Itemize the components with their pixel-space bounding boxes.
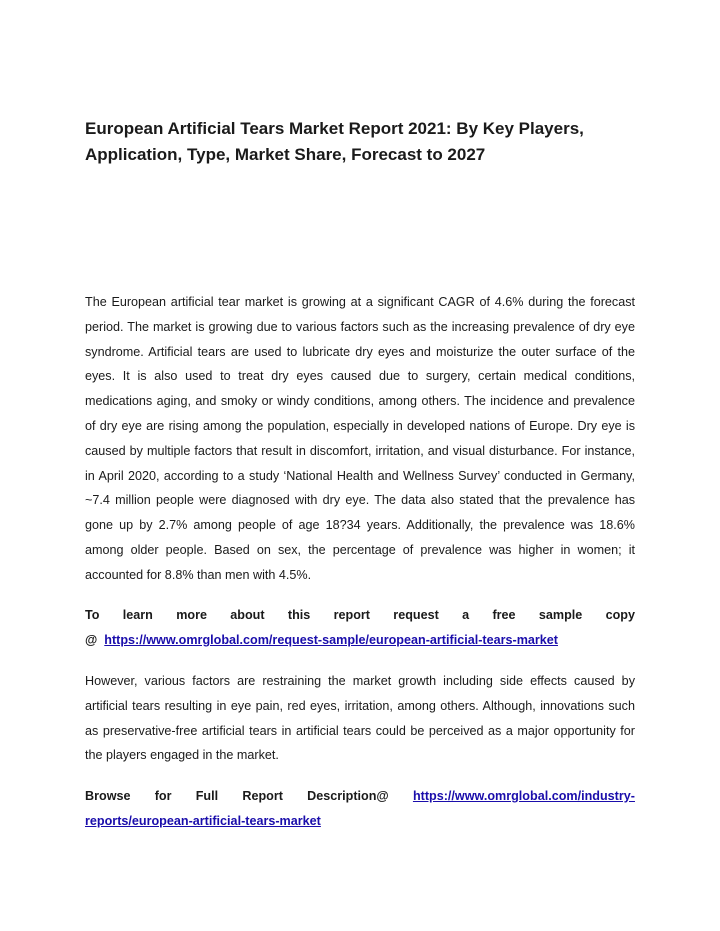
report-description-link[interactable]: https://www.omrglobal.com/industry- xyxy=(412,789,635,803)
cta-word: more xyxy=(176,608,207,622)
cta-word: free xyxy=(492,608,516,622)
cta-word: Browse xyxy=(85,789,131,803)
sample-cta-link-line xyxy=(85,628,635,653)
cta-word: copy xyxy=(605,608,635,622)
browse-cta-line xyxy=(85,784,635,809)
cta-word: To xyxy=(85,608,100,622)
cta-word: learn xyxy=(122,608,153,622)
request-sample-link[interactable]: https://www.omrglobal.com/request-sample/european-artificial-tears-market xyxy=(104,632,558,647)
paragraph-restraints: However, various factors are restraining the market growth including side effects caused by artificial tears resulting in eye pain, red eyes, irritation, among others. Although, innovations such as preservative-free artificial tears in artificial tears could be perceived as a major opportunity for the players engaged in the market. xyxy=(85,674,635,763)
cta-word: about xyxy=(230,608,265,622)
paragraph-market-overview: The European artificial tear market is growing at a significant CAGR of 4.6% during the forecast period. The market is growing due to various factors such as the increasing prevalence of dry eye syndrome. Artificial tears are used to lubricate dry eyes and moisturize the outer surface of the eyes. It is also used to treat dry eyes caused due to surgery, certain medical conditions, medications aging, and smoky or windy conditions, among others. The incidence and prevalence of dry eye are rising among the population, especially in developed nations of Europe. Dry eye is caused by multiple factors that result in discomfort, irritation, and visual disturbance. For instance, in April 2020, according to a study ‘National Health and Wellness Survey’ conducted in Germany, ~7.4 million people were diagnosed with dry eye. The data also stated that the prevalence has gone up by 2.7% among people of age 18?34 years. Additionally, the prevalence was 18.6% among older people. Based on sex, the percentage of prevalence was higher in women; it accounted for 8.8% than men with 4.5%. xyxy=(85,295,635,582)
at-sign: @ xyxy=(85,632,98,647)
sample-cta-line xyxy=(85,603,635,628)
cta-word: this xyxy=(287,608,311,622)
document-title: European Artificial Tears Market Report 2021: By Key Players, Application, Type, Market Share, Forecast to 2027 xyxy=(85,119,584,164)
report-description-link-continued[interactable]: reports/european-artificial-tears-market xyxy=(85,813,321,828)
cta-word: Report xyxy=(242,789,283,803)
cta-word: for xyxy=(154,789,172,803)
browse-report-cta xyxy=(85,784,635,834)
sample-request-cta xyxy=(85,603,635,653)
cta-word: Full xyxy=(195,789,219,803)
browse-cta-link-line xyxy=(85,809,635,834)
cta-word: report xyxy=(333,608,370,622)
cta-word: sample xyxy=(538,608,583,622)
cta-word: Description@ xyxy=(307,789,389,803)
cta-word: request xyxy=(393,608,439,622)
cta-word: a xyxy=(462,608,470,622)
